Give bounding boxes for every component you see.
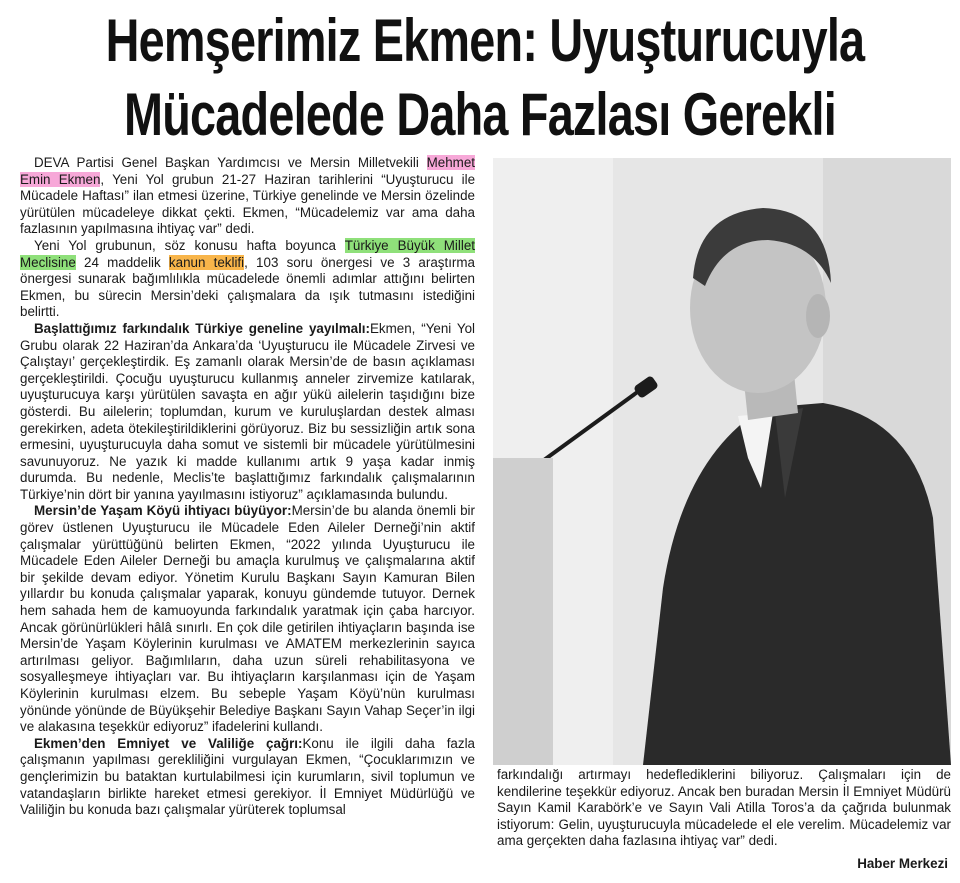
paragraph-1 xyxy=(20,155,475,238)
paragraph-3 xyxy=(20,321,475,504)
subheading-farkindalik: Başlattığımız farkındalık Türkiye geneline yayılmalı: xyxy=(34,320,370,336)
paragraph-4-text: Mersin’de bu alanda önemli bir görev üstlenen Uyuşturucu ile Mücadele Eden Aileler Derneği’nin aktif çalışmalar yürüttüğünü belirten Ekmen, “2022 yılında Uyuşturucu ile Mücadele Eden Aileler Derneği bu amaçla kurulmuş ve çalışmalarına aktif bir şekilde devam ediyor. Yönetim Kurulu Başkanı Sayın Kamuran Bilen yıllardır bu konuda çalışmalar yaparak, konuyu gündemde tutuyor. Dernek hem sahada hem de kamuoyunda farkındalık yaratmak için çaba harcıyor. Ancak görünürlükleri hâlâ sınırlı. En çok dile getirilen ihtiyaçların başında ise Mersin’de Yaşam Köylerinin kurulması ve AMATEM merkezlerinin sayıca artırılması geliyor. Bağımlıların, daha uzun süreli rehabilitasyona ve sosyalleşmeye ihtiyaçları var. Bu ihtiyaçların karşılanması için de Yaşam Köylerinin kurulması elzem. Bu sebeple Yaşam Köyü’nün kurulması yönünde yönünde de Büyükşehir Belediye Başkanı Sayın Vahap Seçer’in ilgi ve alakasına teşekkür ediyoruz” ifadelerini kullandı. xyxy=(20,503,475,735)
paragraph-2 xyxy=(20,238,475,321)
paragraph-5 xyxy=(20,736,475,819)
article-photo xyxy=(493,158,951,765)
paragraph-1-text-b: , Yeni Yol grubun 21-27 Haziran tarihlerini “Uyuşturucu ile Mücadele Haftası” ilan etmesi üzerine, Türkiye genelinde ve Mersin özelinde yürütülen mücadeleye dikkat çekti. Ekmen, “Mücadelemiz var ama daha fazlasının yapılmasına ihtiyaç var” dedi. xyxy=(20,171,476,237)
paragraph-3-text: Ekmen, “Yeni Yol Grubu olarak 22 Haziran’da Ankara’da ‘Uyuşturucu ile Mücadele Zirvesi ve Çalıştayı’ gerçekleştirdik. Eş zamanlı olarak Mersin’de de basın açıklaması gerçekleştirildi. Çocuğu uyuşturucu kullanmış anneler zirvemize katılarak, uyuşturucuya karşı yürütülen savaşta en ağır yükü ailelerin taşıdığını bize gösterdi. Bu ailelerin; toplumdan, kurum ve kuruluşlardan destek alması gerekirken, adeta ötekileştirildiklerini görüyoruz. Biz bu sessizliğin artık sona ermesini, uyuşturucuyla daha somut ve sistemli bir mücadele yürütülmesini savunuyoruz. Ne yazık ki madde kullanımı artık 9 yaşa kadar inmiş durumda. Bu nedenle, Meclis’te başlattığımız farkındalık çalışmalarının Türkiye’nin dört bir yanına yayılmasını istiyoruz” açıklamasında bulundu. xyxy=(20,320,475,502)
headline xyxy=(105,4,865,152)
highlight-kanun-teklifi: kanun teklifi xyxy=(168,254,245,270)
article-right-column xyxy=(497,767,951,850)
paragraph-2-text-a: Yeni Yol grubunun, söz konusu hafta boyunca xyxy=(34,237,345,253)
paragraph-4 xyxy=(20,503,475,735)
article-left-column xyxy=(20,155,475,819)
headline-line-1: Hemşerimiz Ekmen: Uyuşturucuyla xyxy=(105,7,865,74)
highlight-tbmm: Türkiye Büyük Millet Meclisine xyxy=(20,237,475,270)
byline: Haber Merkezi xyxy=(857,856,948,871)
subheading-emniyet-valilik: Ekmen’den Emniyet ve Valiliğe çağrı: xyxy=(34,735,303,751)
paragraph-2-text-b: 24 maddelik xyxy=(75,254,169,270)
paragraph-5-continued: farkındalığı artırmayı hedeflediklerini biliyoruz. Çalışmaları için de kendilerine teşekkür ediyoruz. Ancak ben buradan Mersin İl Emniyet Müdürü Sayın Kamil Karabörk’e ve Sayın Vali Atilla Toros’a da çağrıda bulunmak istiyorum: Gelin, uyuşturucuyla mücadelede el ele verelim. Mücadelemiz var ama gerçekten daha fazlasına ihtiyaç var” dedi. xyxy=(497,767,951,849)
speaker-photo-illustration xyxy=(493,158,951,765)
paragraph-2-text-c: , 103 soru önergesi ve 3 araştırma önergesi sunarak bağımlılıkla mücadelede önemli adımlar attığını belirten Ekmen, bu sürecin Mersin’deki çalışmalara da ışık tutmasını istediğini belirtti. xyxy=(20,254,475,320)
paragraph-5-text: Konu ile ilgili daha fazla çalışmanın yapılması gerekliliğini vurgulayan Ekmen, “Çocuklarımızın ve gençlerimizin bu bataktan kurtulabilmesi için kurumların, sivil toplumun ve vatandaşların birlikte hareket etmesi gerekiyor. İl Emniyet Müdürlüğü ve Valiliğin bu konuda bazı çalışmalar yürüterek toplumsal xyxy=(20,735,475,818)
subheading-yasam-koyu: Mersin’de Yaşam Köyü ihtiyacı büyüyor: xyxy=(34,503,292,519)
highlight-person-name: Mehmet Emin Ekmen xyxy=(20,155,475,187)
paragraph-1-text-a: DEVA Partisi Genel Başkan Yardımcısı ve Mersin Milletvekili xyxy=(34,155,427,170)
headline-line-2: Mücadelede Daha Fazlası Gerekli xyxy=(124,81,836,148)
